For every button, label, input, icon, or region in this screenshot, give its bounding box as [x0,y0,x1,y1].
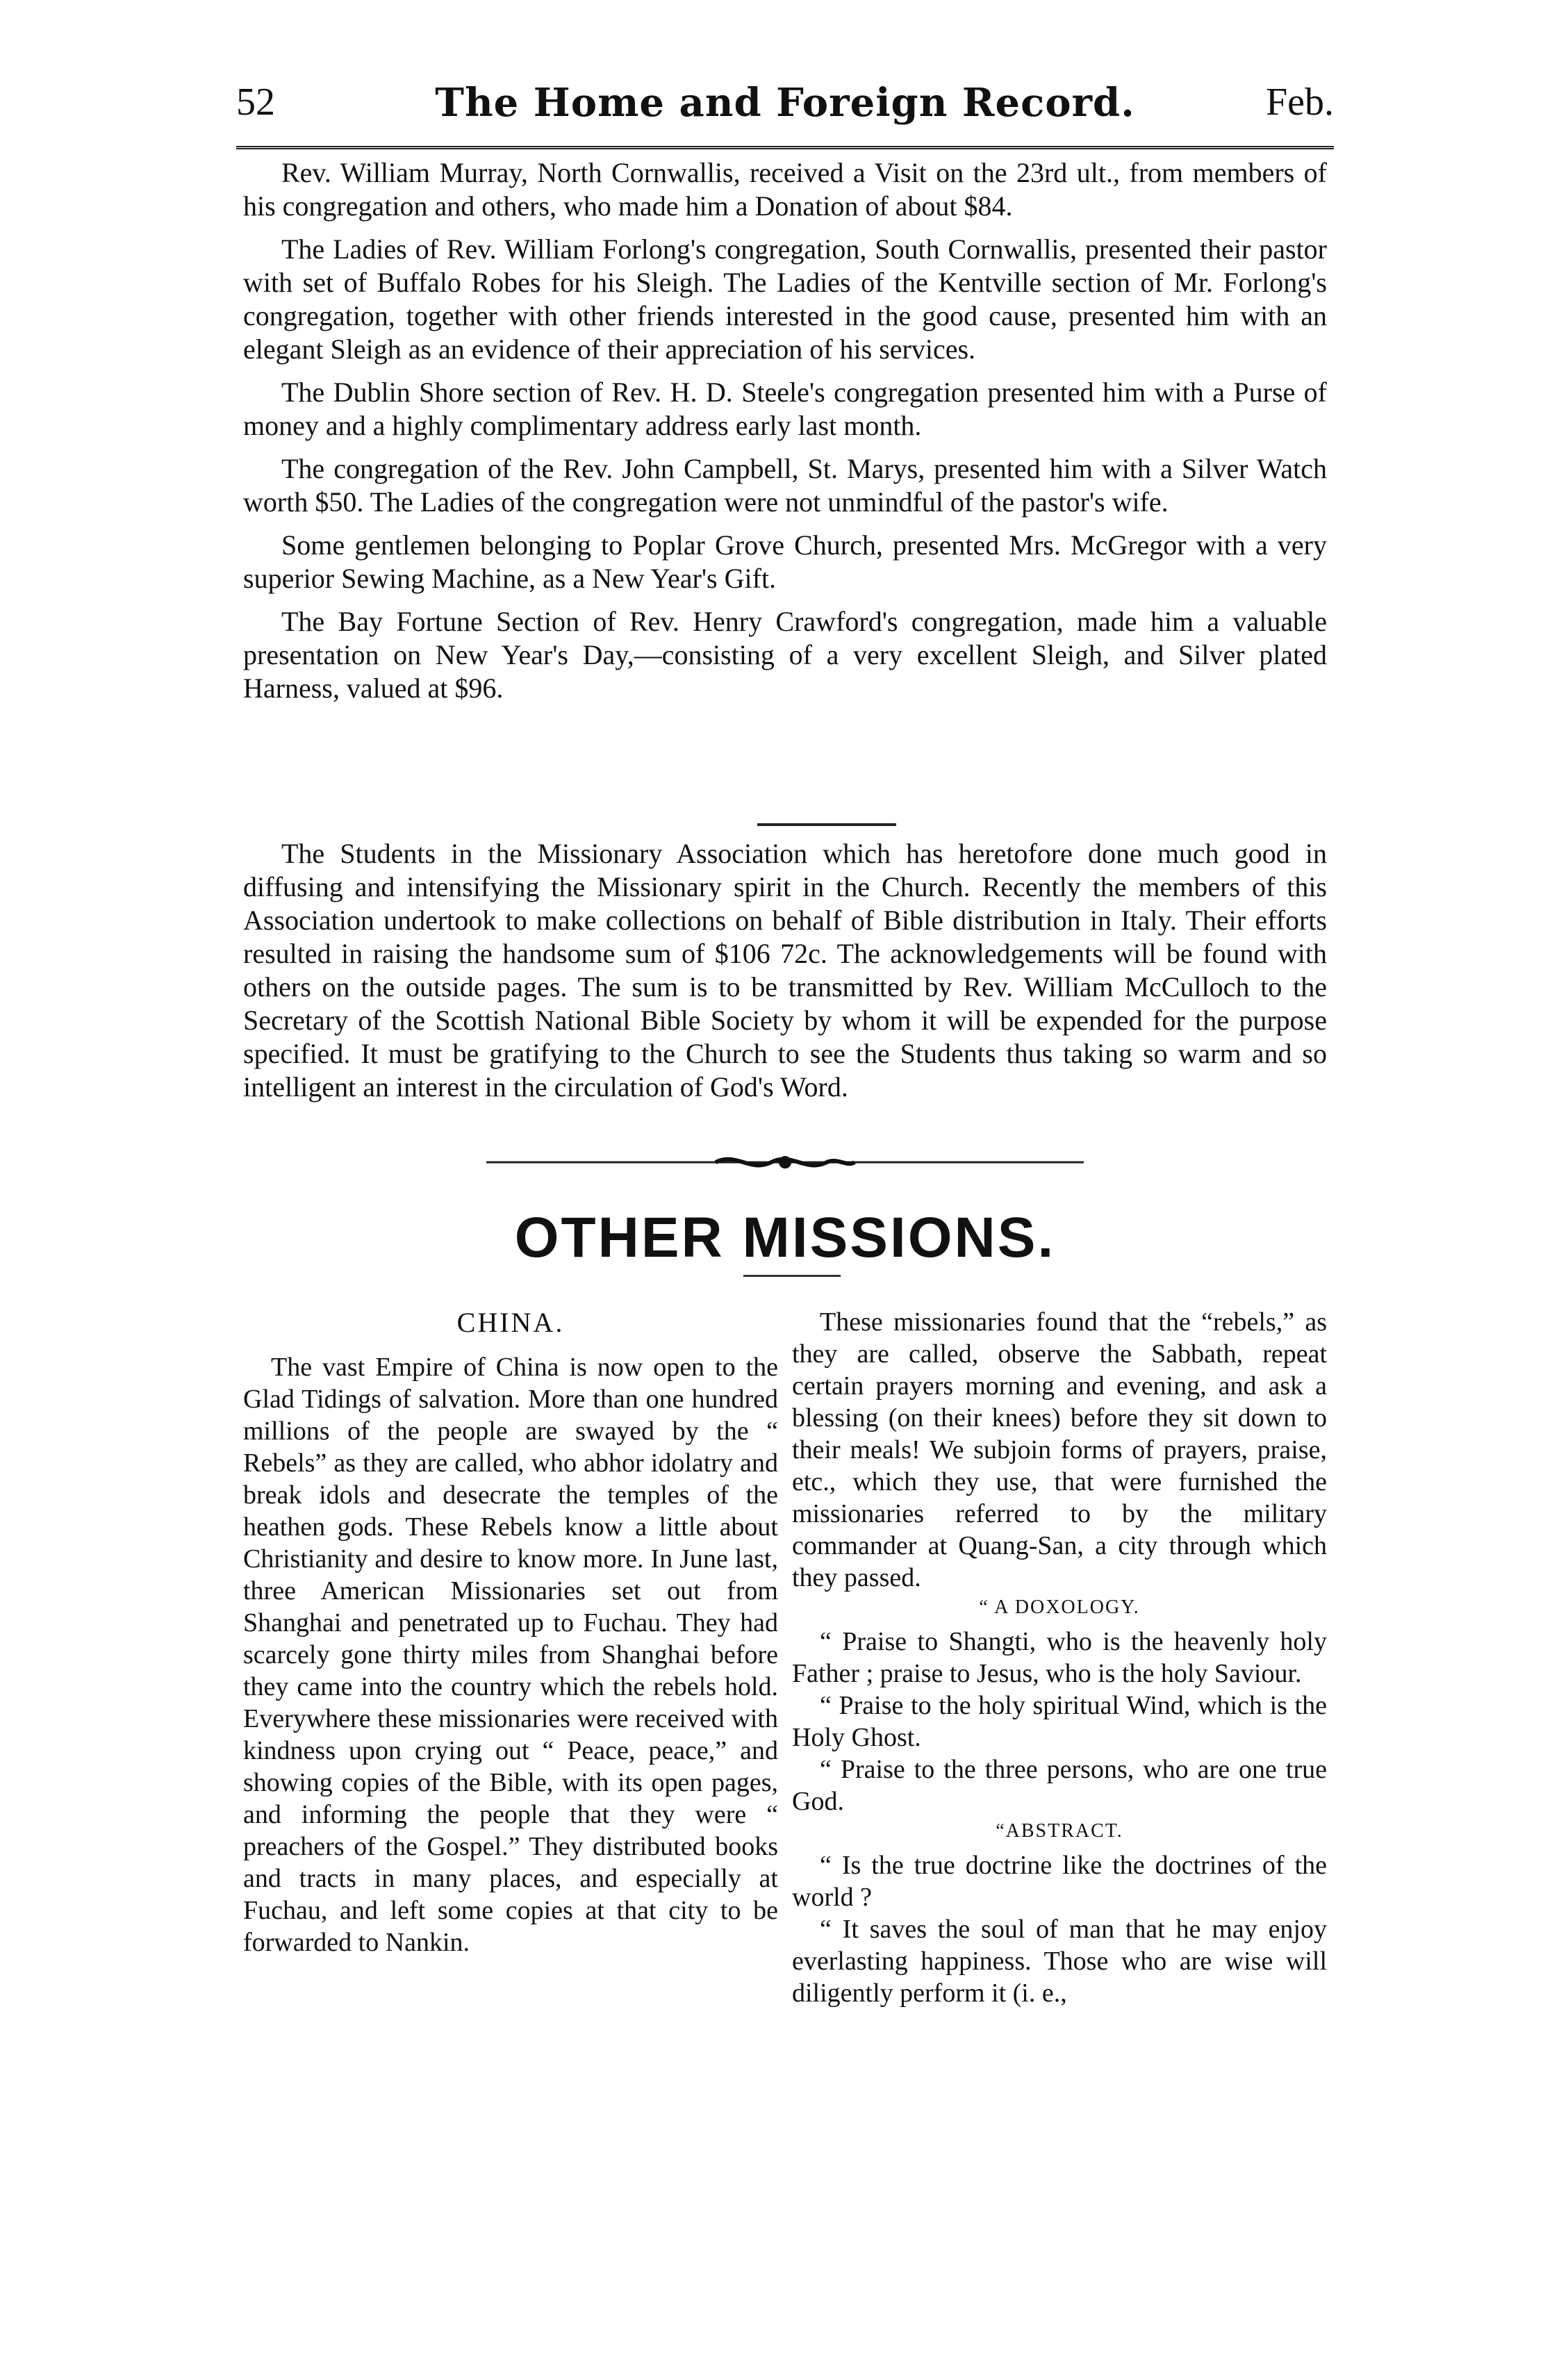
right-column [792,1306,1327,2009]
paragraph-mcgregor: Some gentlemen belonging to Poplar Grove Church, presented Mrs. McGregor with a very superior Sewing Machine, as a New Year's Gift. [243,529,1327,594]
doxology-line: “ Praise to the three persons, who are one true God. [792,1755,1327,1816]
presentations-section [243,156,1327,705]
china-paragraph: The vast Empire of China is now open to the Glad Tidings of salvation. More than one hundred millions of the people are swayed by the “ Rebels” as they are called, who abhor idolatry and break idols and desecrate the temples of the heathen gods. These Rebels know a little about Christianity and desire to know more. In June last, three American Missionaries set out from Shanghai and penetrated up to Fuchau. They had scarcely gone thirty miles from Shanghai before they came into the country which the rebels hold. Everywhere these missionaries were received with kindness upon crying out “ Peace, peace,” and showing copies of the Bible, with its open pages, and informing the people that they were “ preachers of the Gospel.” They distributed books and tracts in many places, and especially at Fuchau, and left some copies at that city to be forwarded to Nankin. [243,1353,778,1957]
paragraph-murray: Rev. William Murray, North Cornwallis, received a Visit on the 23rd ult., from members of his congregation and others, who made him a Donation of about $84. [243,157,1327,222]
rebels-paragraph: These missionaries found that the “rebels,” as they are called, observe the Sabbath, repeat certain prayers morning and evening, and ask a blessing (on their knees) before they sit down to their meals! We subjoin forms of prayers, praise, etc., which they use, that were furnished the missionaries referred to by the military commander at Quang-San, a city through which they passed. [792,1307,1327,1592]
abstract-line: “ It saves the soul of man that he may enjoy everlasting happiness. Those who are wise will diligently perform it (i. e., [792,1915,1327,2008]
abstract-heading: “ABSTRACT. [996,1820,1123,1842]
paragraph-students: The Students in the Missionary Association which has heretofore done much good in diffusing and intensifying the Missionary spirit in the Church. Recently the members of this Association undertook to make collections on behalf of Bible distribution in Italy. Their efforts resulted in raising the handsome sum of $106 72c. The acknowledgements will be found with others on the outside pages. The sum is to be transmitted by Rev. William McCulloch to the Secretary of the Scottish National Bible Society by whom it will be expended for the purpose specified. It must be gratifying to the Church to see the Students thus taking so warm and so intelligent an interest in the circulation of God's Word. [243,838,1327,1103]
separator-rule [757,823,896,826]
paragraph-campbell: The congregation of the Rev. John Campbell, St. Marys, presented him with a Silver Watch worth $50. The Ladies of the congregation were not unmindful of the pastor's wife. [243,453,1327,518]
doxology-heading: “ A DOXOLOGY. [979,1596,1140,1618]
left-column [243,1306,778,1958]
issue-month: Feb. [1266,81,1334,124]
header-rule [236,146,1334,149]
page-number: 52 [236,81,275,124]
journal-title: The Home and Foreign Record. [435,80,1135,126]
china-subhead: CHINA. [456,1307,565,1338]
doxology-line: “ Praise to Shangti, who is the heavenly holy Father ; praise to Jesus, who is the holy Saviour. [792,1627,1327,1688]
section-title: OTHER MISSIONS. [514,1206,1056,1269]
paragraph-steele: The Dublin Shore section of Rev. H. D. Steele's congregation presented him with a Purse of money and a highly complimentary address early last month. [243,377,1327,441]
students-section [243,837,1327,1104]
ornament-divider [486,1152,1084,1173]
paragraph-crawford: The Bay Fortune Section of Rev. Henry Crawford's congregation, made him a valuable presentation on New Year's Day,—consisting of a very excellent Sleigh, and Silver plated Harness, valued at $96. [243,606,1327,704]
paragraph-forlong: The Ladies of Rev. William Forlong's congregation, South Cornwallis, presented their pastor with set of Buffalo Robes for his Sleigh. The Ladies of the Kentville section of Mr. Forlong's congregation, together with other friends interested in the good cause, presented him with an elegant Sleigh as an evidence of their appreciation of his services. [243,233,1327,365]
title-underline [743,1275,841,1277]
abstract-line: “ Is the true doctrine like the doctrines of the world ? [792,1851,1327,1912]
running-header [236,80,1334,142]
doxology-line: “ Praise to the holy spiritual Wind, which is the Holy Ghost. [792,1691,1327,1752]
